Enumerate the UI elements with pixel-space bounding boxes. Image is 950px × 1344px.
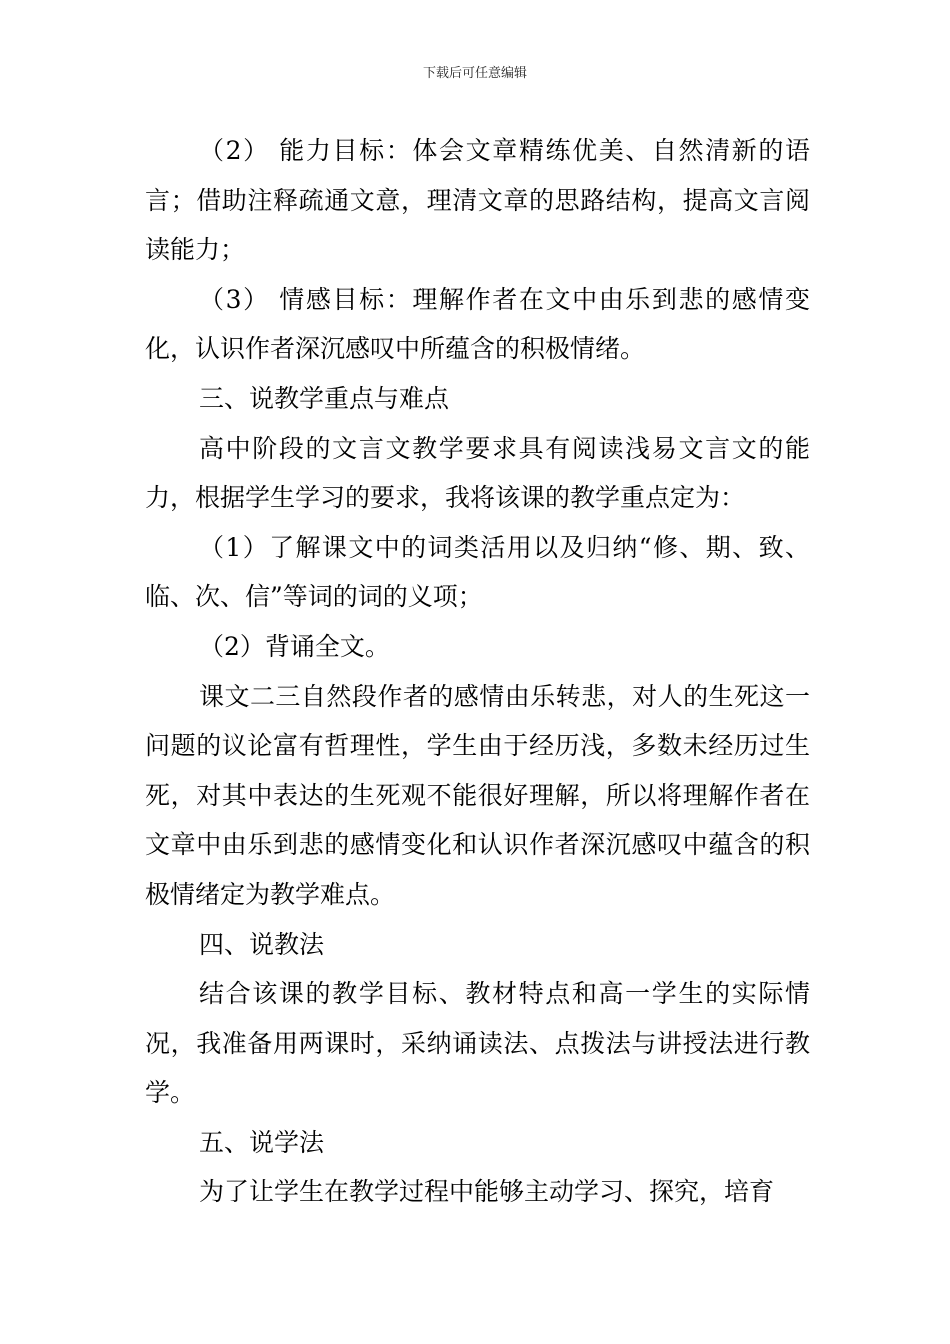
paragraph-key-point-1: （1）了解课文中的词类活用以及归纳“修、期、致、临、次、信”等词的词的义项； [145,532,810,612]
paragraph-learning-method: 为了让学生在教学过程中能够主动学习、探究，培育 [199,1177,775,1207]
section-heading-learning-method: 五、说学法 [199,1127,325,1157]
page-header: 下载后可任意编辑 [422,66,527,81]
paragraph-key-points-intro: 高中阶段的文言文教学要求具有阅读浅易文言文的能力，根据学生学习的要求，我将该课的教学重点定为： [145,433,810,513]
paragraph-key-point-2: （2）背诵全文。 [199,631,390,661]
paragraph-teaching-method: 结合该课的教学目标、教材特点和高一学生的实际情况，我准备用两课时，采纳诵读法、点拨法与讲授法进行教学。 [145,979,810,1108]
paragraph-ability-goal: （2） 能力目标：体会文章精练优美、自然清新的语言；借助注释疏通文意，理清文章的思路结构，提高文言阅读能力； [145,136,810,265]
document-body [145,126,810,1217]
paragraph-emotion-goal: （3） 情感目标：理解作者在文中由乐到悲的感情变化，认识作者深沉感叹中所蕴含的积极情绪。 [145,284,810,364]
section-heading-key-points: 三、说教学重点与难点 [199,383,450,413]
section-heading-teaching-method: 四、说教法 [199,929,325,959]
paragraph-difficulty: 课文二三自然段作者的感情由乐转悲，对人的生死这一问题的议论富有哲理性，学生由于经历浅，多数未经历过生死，对其中表达的生死观不能很好理解，所以将理解作者在文章中由乐到悲的感情变化和认识作者深沉感叹中蕴含的积极情绪定为教学难点。 [145,681,810,909]
